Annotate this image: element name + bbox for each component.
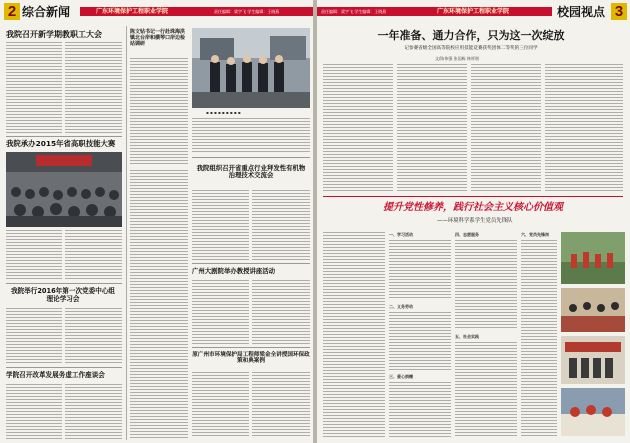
- activity-photo: [561, 388, 625, 436]
- item-heading: 一、学习活动: [389, 232, 413, 237]
- article-text: [192, 372, 249, 438]
- page-number: 3: [611, 3, 627, 20]
- editor-credit: 责任编辑：梁宇飞 学生编辑：王晓燕: [214, 9, 280, 14]
- article-title: 我院举行2016年第一次党委中心组理论学习会: [10, 287, 116, 303]
- left-header: [0, 0, 313, 22]
- skills-contest-photo: [6, 152, 122, 227]
- divider: [6, 367, 122, 368]
- divider: [6, 136, 122, 137]
- article-text: [455, 240, 517, 330]
- lead-subtitle: 记参赛省级全国高等院校应用技能竞赛获奖团体二等奖的三位同学: [404, 46, 538, 51]
- item-heading: 六、党员先锋岗: [521, 232, 549, 237]
- feature-headline: 提升党性修养，践行社会主义核心价值观: [383, 202, 563, 213]
- article-text: [6, 230, 62, 280]
- article-text: [252, 190, 310, 260]
- article-text: [65, 308, 122, 364]
- article-title: 我院组织召开省重点行业拜发性有机物治理技术交流会: [196, 164, 306, 180]
- article-text: [192, 280, 249, 344]
- editor-credit: 责任编辑：梁宇飞 学生编辑：王晓燕: [321, 9, 387, 14]
- article-title: 原广州市环境保护局工程师梁金全讲授国环保政策和典案例: [192, 352, 310, 365]
- article-text: [389, 382, 451, 438]
- lead-headline: 一年准备、通力合作，只为这一次绽放: [377, 29, 565, 42]
- activity-photo: [561, 232, 625, 284]
- column-rule: [126, 26, 127, 440]
- article-text: [6, 384, 62, 439]
- divider: [192, 263, 310, 264]
- left-page: [0, 0, 313, 443]
- article-text: [545, 64, 623, 192]
- article-title: 学院召开改革发展务虚工作座谈会: [6, 371, 105, 379]
- item-heading: 四、志愿服务: [455, 232, 479, 237]
- article-text: [6, 308, 62, 364]
- article-text: [389, 312, 451, 370]
- inspection-photo: [192, 28, 310, 108]
- right-header: [317, 0, 630, 22]
- article-text: [6, 42, 62, 134]
- article-title: 我院召开新学期教职工大会: [6, 30, 102, 39]
- article-text: [65, 384, 122, 439]
- article-text: [323, 64, 393, 192]
- article-text: [252, 372, 310, 438]
- article-text: [192, 118, 310, 154]
- item-heading: 二、义务劳动: [389, 304, 413, 309]
- section-title: 校园视点: [557, 5, 606, 19]
- article-text: [130, 170, 188, 438]
- article-text: [521, 240, 557, 438]
- item-heading: 三、爱心捐赠: [389, 374, 413, 379]
- activity-photo: [561, 336, 625, 384]
- page-number: 2: [4, 3, 20, 20]
- article-text: [192, 190, 249, 260]
- section-title: 综合新闻: [22, 5, 71, 19]
- article-text: [455, 342, 517, 438]
- school-name: 广东环境保护工程职业学院: [437, 8, 510, 15]
- item-heading: 五、社会实践: [455, 334, 479, 339]
- divider: [192, 157, 310, 158]
- article-text: [397, 64, 467, 192]
- article-text: [65, 230, 122, 280]
- article-text: [323, 232, 385, 438]
- activity-photo: [561, 288, 625, 332]
- article-title: 我院承办2015年省高职技能大赛: [6, 139, 116, 148]
- divider: [6, 283, 122, 284]
- photo-caption: ▪ ▪ ▪ ▪ ▪ ▪ ▪ ▪ ▪: [206, 110, 241, 115]
- right-page: [317, 0, 630, 443]
- feature-subtitle: ——环境科学系学生党员先锋队: [437, 218, 513, 224]
- article-text: [130, 58, 188, 166]
- article-text: [65, 42, 122, 134]
- lead-byline: 文/陈伟强 张国栋 林厚朋: [435, 56, 479, 61]
- article-text: [252, 280, 310, 344]
- article-title: 广州大剧院举办教授讲座活动: [192, 267, 276, 275]
- article-title: 陈文钻书记一行赴珠海洪镇北台岸和横琴口岸边检站调研: [130, 29, 186, 47]
- divider: [192, 347, 310, 348]
- article-text: [389, 240, 451, 300]
- school-name: 广东环境保护工程职业学院: [96, 8, 169, 15]
- article-text: [471, 64, 541, 192]
- section-divider: [323, 196, 623, 197]
